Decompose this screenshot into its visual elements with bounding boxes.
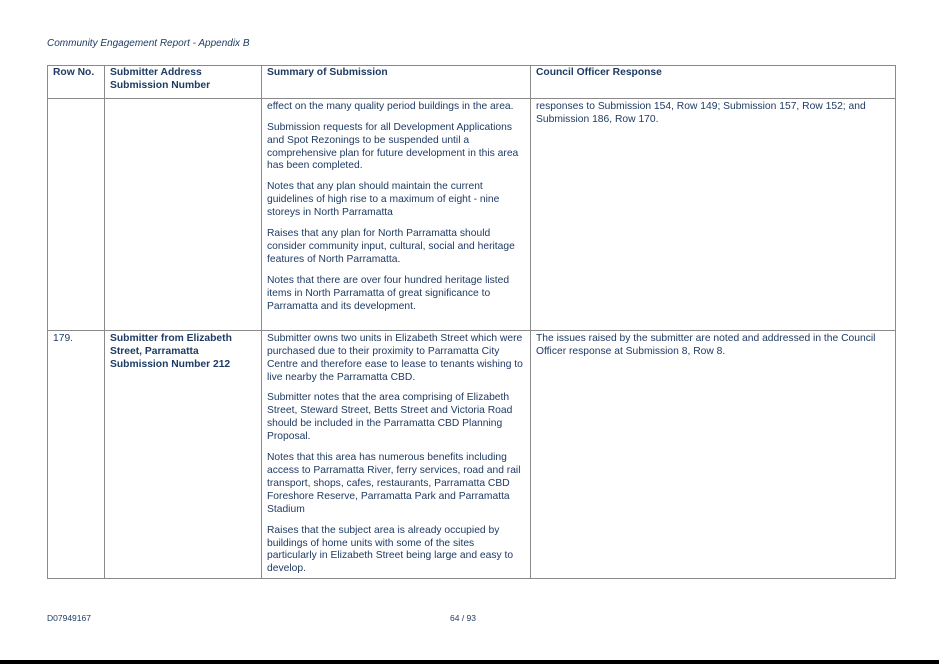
summary-paragraph: Submission requests for all Development Applications and Spot Rezonings to be suspended until a comprehensive plan for future development in this area has been completed. xyxy=(267,121,519,172)
submitter-cell: Submitter from Elizabeth Street, Parramatta Submission Number 212 xyxy=(105,330,262,578)
row-number-cell: 179. xyxy=(48,330,105,578)
table-header-row xyxy=(48,66,896,99)
summary-paragraph: Notes that this area has numerous benefits including access to Parramatta River, ferry services, road and rail transport, shops, cafes, restaurants, Parramatta CBD Foreshore Reserve, Parramatta Park and Parramatta Stadium xyxy=(267,452,521,515)
row-number-cell xyxy=(48,98,105,330)
response-cell: responses to Submission 154, Row 149; Submission 157, Row 152; and Submission 186, Row 170. xyxy=(531,98,896,330)
column-header-row-no: Row No. xyxy=(48,66,105,99)
table-row xyxy=(48,330,896,578)
page-number: 64 / 93 xyxy=(450,613,476,623)
summary-cell xyxy=(262,330,531,578)
submitter-cell xyxy=(105,98,262,330)
document-header-title: Community Engagement Report - Appendix B xyxy=(47,38,250,49)
response-cell: The issues raised by the submitter are noted and addressed in the Council Officer response at Submission 8, Row 8. xyxy=(531,330,896,578)
column-header-submitter: Submitter Address Submission Number xyxy=(105,66,262,99)
submissions-table xyxy=(47,65,896,579)
table-row xyxy=(48,98,896,330)
column-header-response: Council Officer Response xyxy=(531,66,896,99)
summary-paragraph: Raises that the subject area is already occupied by buildings of home units with some of the sites particularly in Elizabeth Street being large and easy to develop. xyxy=(267,524,514,575)
summary-paragraph: Notes that any plan should maintain the current guidelines of high rise to a maximum of eight - nine storeys in North Parramatta xyxy=(267,181,500,219)
bottom-divider xyxy=(0,660,939,664)
summary-paragraph: Submitter owns two units in Elizabeth Street which were purchased due to their proximity to Parramatta City Centre and therefore ease to lease to tenants wishing to live nearby the Parramatta CBD. xyxy=(267,332,523,383)
summary-cell xyxy=(262,98,531,330)
column-header-summary: Summary of Submission xyxy=(262,66,531,99)
summary-paragraph: Submitter notes that the area comprising of Elizabeth Street, Steward Street, Betts Street and Victoria Road should be included in the Parramatta CBD Planning Proposal. xyxy=(267,392,513,443)
summary-paragraph: effect on the many quality period buildings in the area. xyxy=(267,100,514,112)
summary-paragraph: Notes that there are over four hundred heritage listed items in North Parramatta of great significance to Parramatta and its development. xyxy=(267,274,510,312)
summary-paragraph: Raises that any plan for North Parramatta should consider community input, cultural, social and heritage features of North Parramatta. xyxy=(267,228,515,265)
document-id: D07949167 xyxy=(47,613,91,623)
